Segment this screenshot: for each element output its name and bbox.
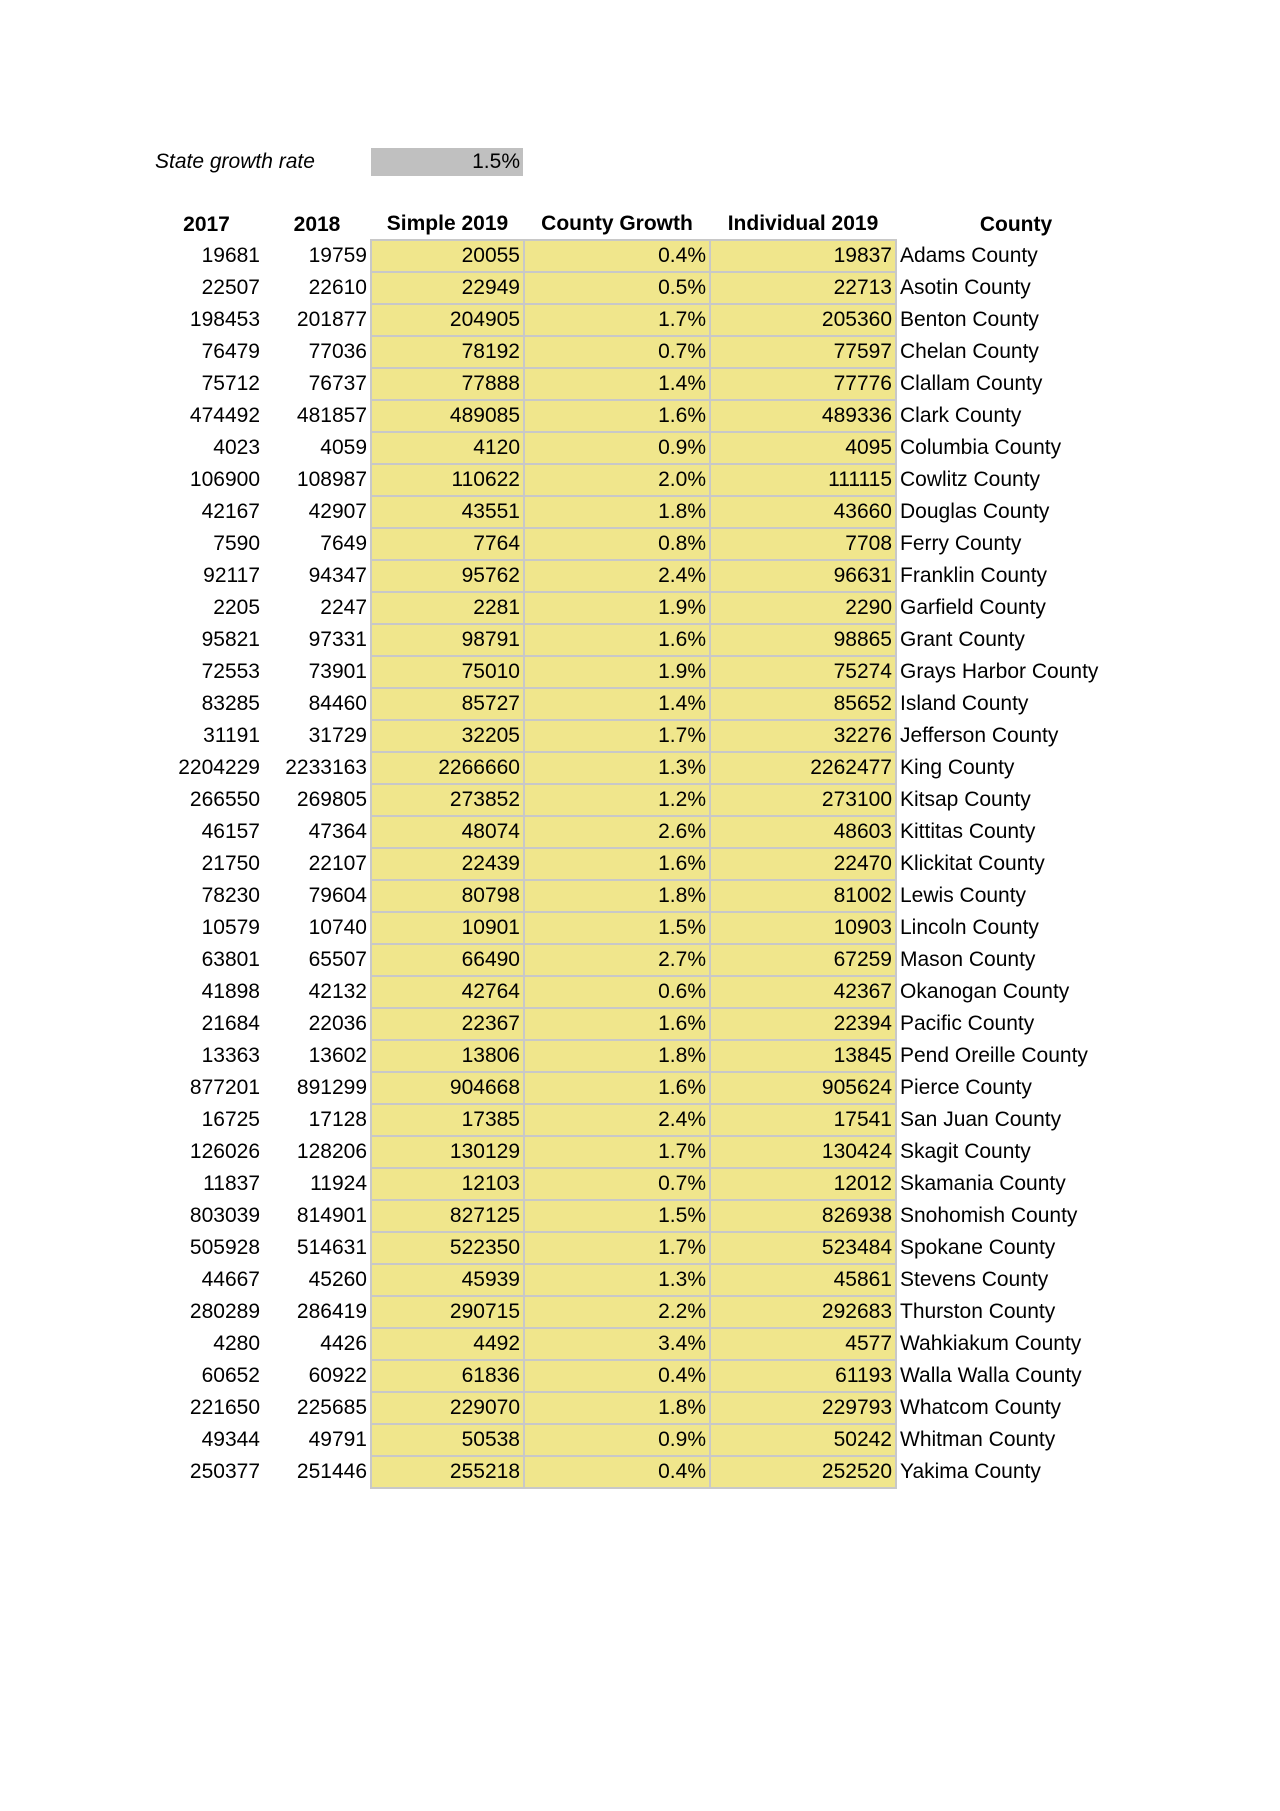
table-row [150,528,1136,560]
cell-county[interactable]: Kittitas County [900,820,1036,843]
cell-2018[interactable]: 22610 [308,276,367,299]
cell-county[interactable]: Benton County [900,308,1039,331]
cell-county-growth[interactable]: 1.5% [524,1200,710,1232]
cell-2017[interactable]: 63801 [201,948,260,971]
cell-2018[interactable]: 225685 [296,1396,367,1419]
table-row [150,336,1136,368]
table-row [150,880,1136,912]
cell-county[interactable]: Wahkiakum County [900,1332,1082,1355]
cell-county[interactable]: Pierce County [900,1076,1032,1099]
cell-2017[interactable]: 266550 [189,788,260,811]
cell-county-growth[interactable]: 2.7% [524,944,710,976]
cell-individual-2019[interactable]: 292683 [710,1296,896,1328]
cell-2018[interactable]: 47364 [308,820,367,843]
cell-individual-2019[interactable]: 98865 [710,624,896,656]
cell-simple-2019[interactable]: 22439 [371,848,524,880]
table-row [150,1328,1136,1360]
cell-2017[interactable]: 11837 [203,1172,260,1195]
cell-individual-2019[interactable]: 22470 [710,848,896,880]
table-row [150,976,1136,1008]
cell-simple-2019[interactable]: 75010 [371,656,524,688]
cell-individual-2019[interactable]: 252520 [710,1456,896,1488]
cell-2017[interactable]: 106900 [189,468,260,491]
cell-county[interactable]: Franklin County [900,564,1048,587]
cell-county-growth[interactable]: 2.4% [524,1104,710,1136]
cell-2017[interactable]: 2205 [213,596,260,619]
table-row [150,624,1136,656]
cell-2017[interactable]: 44667 [201,1268,260,1291]
cell-2017[interactable]: 13363 [201,1044,260,1067]
cell-county[interactable]: Grant County [900,628,1025,651]
cell-simple-2019[interactable]: 827125 [371,1200,524,1232]
cell-simple-2019[interactable]: 130129 [371,1136,524,1168]
cell-county-growth[interactable]: 1.8% [524,1392,710,1424]
cell-individual-2019[interactable]: 12012 [710,1168,896,1200]
cell-2017[interactable]: 2204229 [178,756,260,779]
cell-2018[interactable]: 65507 [308,948,367,971]
cell-2018[interactable]: 42132 [308,980,367,1003]
cell-county[interactable]: Chelan County [900,340,1039,363]
cell-county-growth[interactable]: 1.7% [524,720,710,752]
cell-simple-2019[interactable]: 489085 [371,400,524,432]
cell-simple-2019[interactable]: 77888 [371,368,524,400]
cell-individual-2019[interactable]: 4577 [710,1328,896,1360]
cell-2018[interactable]: 77036 [308,340,367,363]
cell-2017[interactable]: 21750 [201,852,260,875]
cell-county-growth[interactable]: 0.5% [524,272,710,304]
cell-county[interactable]: Garfield County [900,596,1046,619]
table-row [150,240,1136,272]
cell-2018[interactable]: 128206 [296,1140,367,1163]
cell-simple-2019[interactable]: 45939 [371,1264,524,1296]
cell-county-growth[interactable]: 1.9% [524,592,710,624]
cell-individual-2019[interactable]: 2262477 [710,752,896,784]
table-row [150,304,1136,336]
table-row [150,464,1136,496]
cell-county-growth[interactable]: 1.3% [524,1264,710,1296]
cell-simple-2019[interactable]: 32205 [371,720,524,752]
table-row [150,1200,1136,1232]
cell-county[interactable]: Ferry County [900,532,1022,555]
cell-2017[interactable]: 126026 [189,1140,260,1163]
header-2018: 2018 [293,212,341,236]
cell-2018[interactable]: 17128 [308,1108,367,1131]
table-row [150,1136,1136,1168]
cell-2018[interactable]: 4059 [320,436,367,459]
table-row [150,752,1136,784]
cell-county-growth[interactable]: 1.4% [524,688,710,720]
cell-county-growth[interactable]: 1.8% [524,1040,710,1072]
cell-county-growth[interactable]: 0.6% [524,976,710,1008]
cell-county[interactable]: Okanogan County [900,980,1070,1003]
cell-county-growth[interactable]: 1.6% [524,400,710,432]
table-row [150,784,1136,816]
cell-simple-2019[interactable]: 17385 [371,1104,524,1136]
cell-simple-2019[interactable]: 22949 [371,272,524,304]
header-row [150,208,1136,240]
table-row [150,368,1136,400]
cell-county-growth[interactable]: 2.6% [524,816,710,848]
cell-county-growth[interactable]: 1.4% [524,368,710,400]
cell-county[interactable]: Spokane County [900,1236,1056,1259]
header-county: County [979,212,1053,236]
cell-simple-2019[interactable]: 61836 [371,1360,524,1392]
cell-2018[interactable]: 269805 [296,788,367,811]
state-growth-rate-label: State growth rate [155,150,315,173]
cell-county-growth[interactable]: 1.8% [524,496,710,528]
cell-county[interactable]: Douglas County [900,500,1050,523]
cell-2017[interactable]: 4023 [213,436,260,459]
table-row [150,1296,1136,1328]
header-county-growth: County Growth [541,212,693,235]
cell-simple-2019[interactable]: 10901 [371,912,524,944]
cell-simple-2019[interactable]: 43551 [371,496,524,528]
cell-2017[interactable]: 92117 [203,564,260,587]
cell-2018[interactable]: 19759 [308,244,367,267]
cell-county-growth[interactable]: 0.7% [524,336,710,368]
cell-2018[interactable]: 481857 [296,404,367,427]
cell-simple-2019[interactable]: 20055 [371,240,524,272]
cell-2018[interactable]: 22107 [308,852,367,875]
cell-2018[interactable]: 31729 [308,724,367,747]
cell-2018[interactable]: 108987 [296,468,367,491]
cell-2018[interactable]: 514631 [296,1236,367,1259]
cell-2018[interactable]: 814901 [296,1204,367,1227]
cell-county[interactable]: Lincoln County [900,916,1039,939]
cell-2018[interactable]: 13602 [308,1044,367,1067]
cell-2017[interactable]: 474492 [189,404,260,427]
cell-county[interactable]: Thurston County [900,1300,1056,1323]
cell-county-growth[interactable]: 1.2% [524,784,710,816]
table-row [150,272,1136,304]
cell-simple-2019[interactable]: 50538 [371,1424,524,1456]
cell-2017[interactable]: 78230 [201,884,260,907]
cell-county[interactable]: Stevens County [900,1268,1049,1291]
cell-individual-2019[interactable]: 96631 [710,560,896,592]
cell-county-growth[interactable]: 1.8% [524,880,710,912]
cell-2017[interactable]: 75712 [201,372,260,395]
cell-2018[interactable]: 76737 [308,372,367,395]
cell-individual-2019[interactable]: 2290 [710,592,896,624]
cell-2017[interactable]: 76479 [201,340,260,363]
cell-individual-2019[interactable]: 489336 [710,400,896,432]
cell-2017[interactable]: 95821 [201,628,260,651]
cell-2017[interactable]: 46157 [201,820,260,843]
cell-county-growth[interactable]: 3.4% [524,1328,710,1360]
cell-individual-2019[interactable]: 77597 [710,336,896,368]
cell-individual-2019[interactable]: 22394 [710,1008,896,1040]
cell-county[interactable]: Asotin County [900,276,1031,299]
cell-2018[interactable]: 73901 [308,660,367,683]
cell-2017[interactable]: 280289 [189,1300,260,1323]
cell-2018[interactable]: 7649 [320,532,367,555]
cell-individual-2019[interactable]: 17541 [710,1104,896,1136]
cell-county-growth[interactable]: 1.6% [524,848,710,880]
cell-individual-2019[interactable]: 229793 [710,1392,896,1424]
cell-individual-2019[interactable]: 205360 [710,304,896,336]
cell-county-growth[interactable]: 1.7% [524,1232,710,1264]
cell-county[interactable]: Kitsap County [900,788,1031,811]
cell-2018[interactable]: 11924 [310,1172,367,1195]
cell-2017[interactable]: 31191 [203,724,260,747]
cell-individual-2019[interactable]: 111115 [710,464,896,496]
table-row [150,432,1136,464]
cell-2018[interactable]: 251446 [296,1460,367,1483]
cell-individual-2019[interactable]: 50242 [710,1424,896,1456]
cell-individual-2019[interactable]: 32276 [710,720,896,752]
cell-2018[interactable]: 10740 [308,916,367,939]
table-row [150,848,1136,880]
cell-individual-2019[interactable]: 4095 [710,432,896,464]
cell-county[interactable]: Yakima County [900,1460,1041,1483]
cell-simple-2019[interactable]: 13806 [371,1040,524,1072]
cell-simple-2019[interactable]: 2281 [371,592,524,624]
cell-individual-2019[interactable]: 61193 [710,1360,896,1392]
cell-county[interactable]: Lewis County [900,884,1027,907]
cell-2018[interactable]: 42907 [308,500,367,523]
cell-county[interactable]: San Juan County [900,1108,1062,1131]
cell-2017[interactable]: 72553 [201,660,260,683]
cell-county[interactable]: Island County [900,692,1029,715]
cell-simple-2019[interactable]: 85727 [371,688,524,720]
cell-simple-2019[interactable]: 98791 [371,624,524,656]
cell-county-growth[interactable]: 0.4% [524,1456,710,1488]
cell-2017[interactable]: 4280 [213,1332,260,1355]
cell-simple-2019[interactable]: 290715 [371,1296,524,1328]
cell-simple-2019[interactable]: 7764 [371,528,524,560]
cell-2018[interactable]: 22036 [308,1012,367,1035]
cell-individual-2019[interactable]: 273100 [710,784,896,816]
cell-2017[interactable]: 42167 [201,500,260,523]
cell-county-growth[interactable]: 1.7% [524,1136,710,1168]
table-row [150,1168,1136,1200]
cell-county[interactable]: Whatcom County [900,1396,1062,1419]
cell-simple-2019[interactable]: 4492 [371,1328,524,1360]
cell-county-growth[interactable]: 2.0% [524,464,710,496]
cell-individual-2019[interactable]: 22713 [710,272,896,304]
cell-county[interactable]: Pend Oreille County [900,1044,1088,1067]
table-row [150,912,1136,944]
cell-2018[interactable]: 60922 [308,1364,367,1387]
cell-individual-2019[interactable]: 77776 [710,368,896,400]
cell-county[interactable]: King County [900,756,1015,779]
cell-2017[interactable]: 198453 [189,308,260,331]
cell-county-growth[interactable]: 1.6% [524,624,710,656]
table-row [150,400,1136,432]
cell-2017[interactable]: 83285 [201,692,260,715]
cell-simple-2019[interactable]: 204905 [371,304,524,336]
cell-2017[interactable]: 49344 [201,1428,260,1451]
table-row [150,1040,1136,1072]
cell-simple-2019[interactable]: 255218 [371,1456,524,1488]
cell-2018[interactable]: 891299 [296,1076,367,1099]
cell-county[interactable]: Walla Walla County [900,1364,1082,1387]
cell-county[interactable]: Klickitat County [900,852,1045,875]
cell-county[interactable]: Cowlitz County [900,468,1041,491]
cell-simple-2019[interactable]: 4120 [371,432,524,464]
table-row [150,1072,1136,1104]
cell-2017[interactable]: 877201 [189,1076,260,1099]
cell-2017[interactable]: 16725 [201,1108,260,1131]
cell-county-growth[interactable]: 0.7% [524,1168,710,1200]
cell-individual-2019[interactable]: 130424 [710,1136,896,1168]
table-row [150,1360,1136,1392]
cell-county-growth[interactable]: 1.7% [524,304,710,336]
cell-individual-2019[interactable]: 85652 [710,688,896,720]
cell-simple-2019[interactable]: 12103 [371,1168,524,1200]
cell-county[interactable]: Clallam County [900,372,1043,395]
cell-individual-2019[interactable]: 10903 [710,912,896,944]
cell-2018[interactable]: 97331 [308,628,367,651]
cell-simple-2019[interactable]: 48074 [371,816,524,848]
cell-2017[interactable]: 505928 [189,1236,260,1259]
table-row [150,1392,1136,1424]
cell-simple-2019[interactable]: 80798 [371,880,524,912]
table-row [150,1232,1136,1264]
cell-individual-2019[interactable]: 523484 [710,1232,896,1264]
cell-2017[interactable]: 22507 [201,276,260,299]
cell-simple-2019[interactable]: 22367 [371,1008,524,1040]
cell-individual-2019[interactable]: 67259 [710,944,896,976]
cell-individual-2019[interactable]: 42367 [710,976,896,1008]
cell-2018[interactable]: 94347 [308,564,367,587]
cell-individual-2019[interactable]: 81002 [710,880,896,912]
cell-simple-2019[interactable]: 273852 [371,784,524,816]
table-row [150,592,1136,624]
cell-2017[interactable]: 250377 [189,1460,260,1483]
table-row [150,560,1136,592]
cell-county[interactable]: Clark County [900,404,1022,427]
cell-county-growth[interactable]: 0.9% [524,432,710,464]
cell-simple-2019[interactable]: 229070 [371,1392,524,1424]
cell-county-growth[interactable]: 1.9% [524,656,710,688]
cell-county[interactable]: Jefferson County [900,724,1059,747]
cell-simple-2019[interactable]: 78192 [371,336,524,368]
cell-simple-2019[interactable]: 95762 [371,560,524,592]
cell-county-growth[interactable]: 1.6% [524,1072,710,1104]
cell-county[interactable]: Snohomish County [900,1204,1078,1227]
cell-county-growth[interactable]: 0.8% [524,528,710,560]
header-2017: 2017 [183,212,230,236]
cell-county[interactable]: Skamania County [900,1172,1066,1195]
table-row [150,1264,1136,1296]
cell-individual-2019[interactable]: 7708 [710,528,896,560]
table-row [150,1456,1136,1488]
cell-2017[interactable]: 41898 [201,980,260,1003]
table-row [150,1008,1136,1040]
cell-county-growth[interactable]: 0.9% [524,1424,710,1456]
cell-2018[interactable]: 84460 [308,692,367,715]
cell-county[interactable]: Skagit County [900,1140,1031,1163]
cell-individual-2019[interactable]: 48603 [710,816,896,848]
cell-2017[interactable]: 21684 [201,1012,260,1035]
cell-2017[interactable]: 19681 [201,244,260,267]
state-growth-rate-value[interactable]: 1.5% [371,148,523,176]
table-row [150,944,1136,976]
header-individual-2019: Individual 2019 [727,212,879,235]
cell-2018[interactable]: 2247 [320,596,367,619]
cell-individual-2019[interactable]: 43660 [710,496,896,528]
cell-county-growth[interactable]: 2.2% [524,1296,710,1328]
table-row [150,496,1136,528]
cell-2017[interactable]: 803039 [189,1204,260,1227]
cell-2018[interactable]: 49791 [308,1428,367,1451]
cell-2018[interactable]: 201877 [296,308,367,331]
cell-2018[interactable]: 286419 [296,1300,367,1323]
cell-simple-2019[interactable]: 66490 [371,944,524,976]
cell-county-growth[interactable]: 1.3% [524,752,710,784]
cell-individual-2019[interactable]: 826938 [710,1200,896,1232]
cell-county[interactable]: Mason County [900,948,1036,971]
cell-county-growth[interactable]: 1.6% [524,1008,710,1040]
table-body [150,240,1136,1488]
cell-2018[interactable]: 2233163 [285,756,367,779]
cell-2017[interactable]: 60652 [201,1364,260,1387]
cell-2018[interactable]: 45260 [308,1268,367,1291]
cell-simple-2019[interactable]: 2266660 [371,752,524,784]
cell-simple-2019[interactable]: 904668 [371,1072,524,1104]
cell-county-growth[interactable]: 0.4% [524,1360,710,1392]
cell-2018[interactable]: 79604 [308,884,367,907]
table-row [150,1104,1136,1136]
cell-county[interactable]: Pacific County [900,1012,1035,1035]
cell-county[interactable]: Columbia County [900,436,1062,459]
cell-county-growth[interactable]: 0.4% [524,240,710,272]
cell-simple-2019[interactable]: 42764 [371,976,524,1008]
table-row [150,1424,1136,1456]
cell-2018[interactable]: 4426 [320,1332,367,1355]
cell-county-growth[interactable]: 1.5% [524,912,710,944]
cell-simple-2019[interactable]: 522350 [371,1232,524,1264]
table-row [150,688,1136,720]
cell-simple-2019[interactable]: 110622 [371,464,524,496]
table-row [150,656,1136,688]
cell-county[interactable]: Grays Harbor County [900,660,1099,683]
cell-2017[interactable]: 221650 [189,1396,260,1419]
table-row [150,816,1136,848]
cell-2017[interactable]: 10579 [201,916,260,939]
cell-individual-2019[interactable]: 75274 [710,656,896,688]
cell-county-growth[interactable]: 2.4% [524,560,710,592]
cell-individual-2019[interactable]: 19837 [710,240,896,272]
cell-2017[interactable]: 7590 [213,532,260,555]
cell-individual-2019[interactable]: 13845 [710,1040,896,1072]
cell-individual-2019[interactable]: 905624 [710,1072,896,1104]
cell-individual-2019[interactable]: 45861 [710,1264,896,1296]
table-row [150,720,1136,752]
header-simple-2019: Simple 2019 [386,212,509,235]
cell-county[interactable]: Whitman County [900,1428,1056,1451]
county-population-table [150,208,1136,1489]
cell-county[interactable]: Adams County [900,244,1038,267]
